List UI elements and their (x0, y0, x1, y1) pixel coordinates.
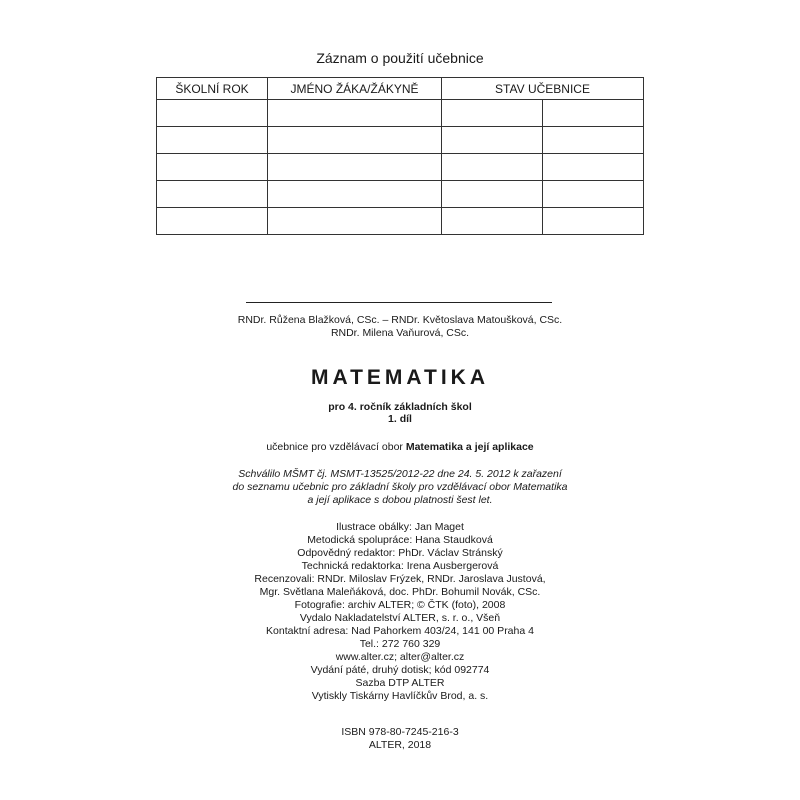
credit-line: Vytiskly Tiskárny Havlíčkův Brod, a. s. (311, 690, 489, 702)
credit-line: Vydání páté, druhý dotisk; kód 092774 (310, 664, 490, 676)
table-cell (268, 181, 442, 208)
isbn-line: ISBN 978-80-7245-216-3 (341, 726, 459, 738)
author-line: RNDr. Milena Vaňurová, CSc. (330, 327, 470, 339)
credits (0, 521, 800, 703)
table-row (157, 100, 644, 127)
author-line: RNDr. Růžena Blažková, CSc. – RNDr. Květoslava Matoušková, CSc. (237, 314, 563, 326)
table-cell (442, 208, 543, 235)
subtitle-line: 1. díl (388, 413, 412, 425)
table-cell (157, 154, 268, 181)
record-title: Záznam o použití učebnice (316, 50, 484, 66)
divider-line (246, 302, 552, 303)
credit-line: Metodická spolupráce: Hana Staudková (307, 534, 493, 546)
table-cell (268, 154, 442, 181)
subject-prefix: učebnice pro vzdělávací obor (266, 441, 406, 453)
header-school-year: ŠKOLNÍ ROK (157, 78, 268, 100)
table-cell (442, 154, 543, 181)
table-cell (268, 100, 442, 127)
table-cell (442, 100, 543, 127)
credit-line: Vydalo Nakladatelství ALTER, s. r. o., Všeň (299, 612, 501, 624)
book-subtitle (0, 401, 800, 425)
subject-line (0, 441, 800, 453)
usage-record-table (156, 77, 644, 235)
table-row (157, 127, 644, 154)
approval-note (0, 468, 800, 507)
credit-line: Sazba DTP ALTER (355, 677, 445, 689)
header-student-name: JMÉNO ŽÁKA/ŽÁKYNĚ (268, 78, 442, 100)
table-cell (543, 154, 644, 181)
book-title: MATEMATIKA (310, 366, 490, 389)
subtitle-line: pro 4. ročník základních škol (328, 401, 472, 413)
table-cell (157, 100, 268, 127)
authors (0, 314, 800, 340)
credit-line: Ilustrace obálky: Jan Maget (336, 521, 464, 533)
table-cell (268, 208, 442, 235)
table-header-row (157, 78, 644, 100)
credit-line: Technická redaktorka: Irena Ausbergerová (301, 560, 499, 572)
isbn-block (0, 726, 800, 752)
table-cell (543, 181, 644, 208)
credit-line: Odpovědný redaktor: PhDr. Václav Stránský (297, 547, 503, 559)
credit-line: Tel.: 272 760 329 (359, 638, 441, 650)
table-cell (157, 208, 268, 235)
table-cell (157, 181, 268, 208)
table-cell (442, 181, 543, 208)
table-cell (268, 127, 442, 154)
approval-line: do seznamu učebnic pro základní školy pro vzdělávací obor Matematika (232, 481, 568, 493)
table-row (157, 181, 644, 208)
credit-line: Fotografie: archiv ALTER; © ČTK (foto), 2008 (294, 599, 506, 611)
table-cell (442, 127, 543, 154)
credit-line: Recenzovali: RNDr. Miloslav Frýzek, RNDr. Jaroslava Justová, (254, 573, 546, 585)
publisher-year-line: ALTER, 2018 (368, 739, 432, 751)
credit-line: www.alter.cz; alter@alter.cz (335, 651, 465, 663)
table-row (157, 154, 644, 181)
table-cell (543, 208, 644, 235)
approval-line: a její aplikace s dobou platnosti šest let. (307, 494, 493, 506)
table-cell (543, 127, 644, 154)
approval-line: Schválilo MŠMT čj. MSMT-13525/2012-22 dne 24. 5. 2012 k zařazení (238, 468, 562, 480)
credit-line: Mgr. Světlana Maleňáková, doc. PhDr. Bohumil Novák, CSc. (259, 586, 541, 598)
header-book-state: STAV UČEBNICE (442, 78, 644, 100)
credit-line: Kontaktní adresa: Nad Pahorkem 403/24, 141 00 Praha 4 (266, 625, 534, 637)
subject-name: Matematika a její aplikace (405, 441, 534, 453)
table-row (157, 208, 644, 235)
table-cell (157, 127, 268, 154)
table-cell (543, 100, 644, 127)
